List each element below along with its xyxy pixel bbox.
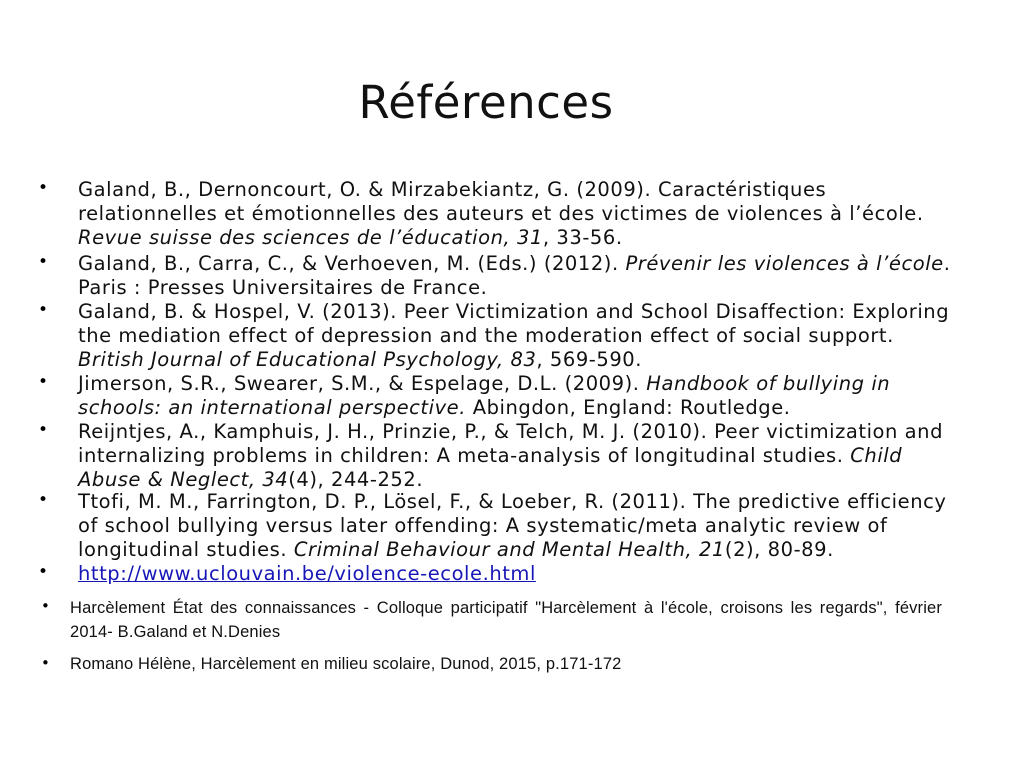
slide-title: Références [358,76,614,129]
bullet: • [41,654,50,672]
reference-text: Harcèlement État des connaissances - Colloque participatif "Harcèlement à l'école, croisons les regards", février 2014- B.Galand et N.Denies [70,599,942,641]
reference-text: Romano Hélène, Harcèlement en milieu scolaire, Dunod, 2015, p.171-172 [70,655,622,673]
reference-text: Ttofi, M. M., Farrington, D. P., Lösel, F., & Loeber, R. (2011). The predictive efficiency of school bullying versus later offending: A systematic/meta analytic review of longitudinal studies. Criminal Behaviour and Mental Health, 21(2), 80-89. [78,490,947,561]
bullet: • [38,300,49,320]
reference-text: Galand, B., Dernoncourt, O. & Mirzabekiantz, G. (2009). Caractéristiques relationnelles et émotionnelles des auteurs et des victimes de violences à l’école. Revue suisse des sciences de l’éducation, 31, 33-56. [78,178,924,249]
bullet: • [38,372,49,392]
reference-text: Jimerson, S.R., Swearer, S.M., & Espelage, D.L. (2009). Handbook of bullying in schools: an international perspective. Abingdon, England: Routledge. [78,372,891,419]
bullet: • [38,420,49,440]
bullet: • [38,490,49,510]
reference-text: Reijntjes, A., Kamphuis, J. H., Prinzie, P., & Telch, M. J. (2010). Peer victimization and internalizing problems in children: A meta-analysis of longitudinal studies. Child Abuse & Neglect, 34(4), 244-252. [78,420,944,491]
reference-text [78,562,958,586]
reference-text: Galand, B., Carra, C., & Verhoeven, M. (Eds.) (2012). Prévenir les violences à l’école. Paris : Presses Universitaires de France. [78,252,951,299]
violence-ecole-link[interactable]: http://www.uclouvain.be/violence-ecole.html [78,562,536,585]
bullet: • [41,597,50,615]
bullet: • [38,562,49,582]
bullet: • [38,178,49,198]
reference-text: Galand, B. & Hospel, V. (2013). Peer Victimization and School Disaffection: Exploring the mediation effect of depression and the moderation effect of social support. British Journal of Educational Psychology, 83, 569-590. [78,300,950,371]
bullet: • [38,252,49,272]
